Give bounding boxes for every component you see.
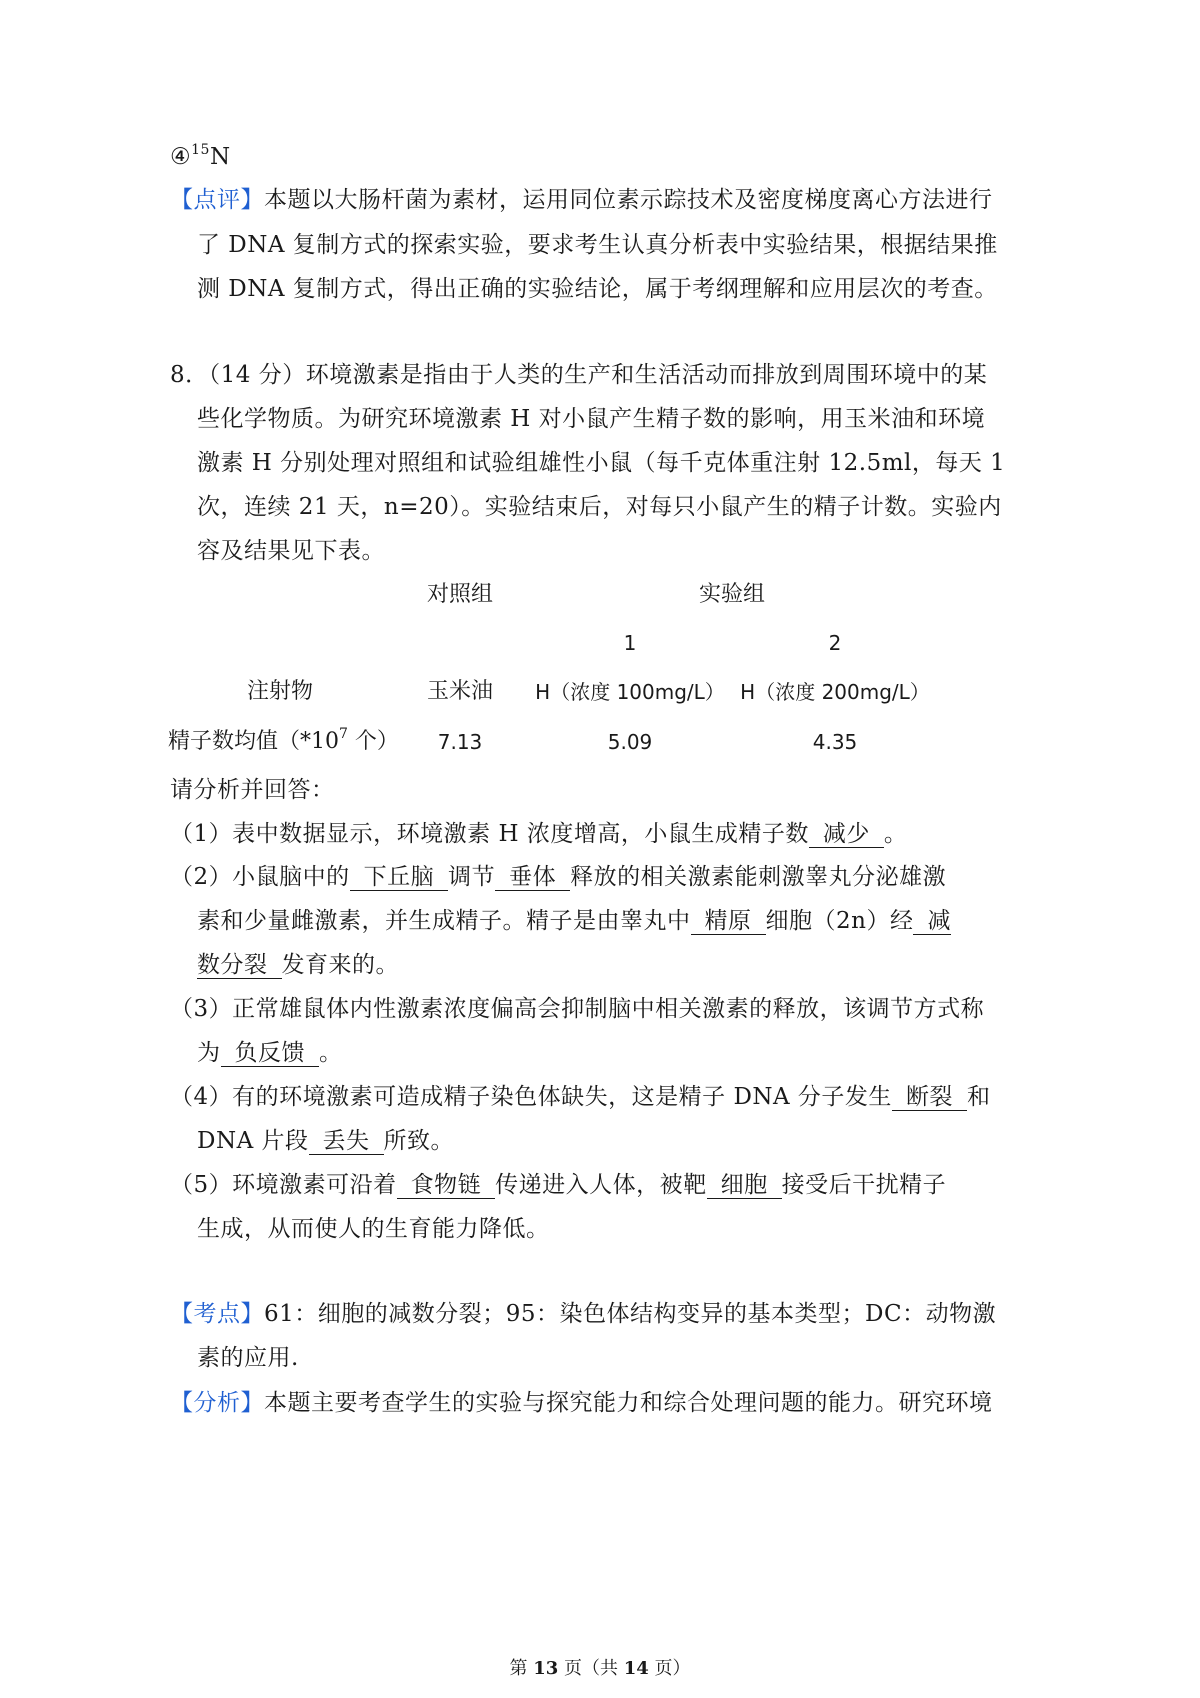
footer-mid: 页（共: [558, 1658, 624, 1679]
answer-2-blank-4b: 数分裂: [197, 952, 282, 979]
answer-4-blank-2: 丢失: [309, 1128, 384, 1155]
answer-5-text-1: （5）环境激素可沿着: [170, 1172, 397, 1198]
answer-4-text-3: DNA 片段: [197, 1128, 309, 1154]
circled-number: ④: [170, 144, 192, 170]
question-8-line-3: 激素 H 分别处理对照组和试验组雄性小鼠（每千克体重注射 12.5ml，每天 1: [197, 450, 1006, 476]
answer-2-text-4: 素和少量雌激素，并生成精子。精子是由睾丸中: [197, 908, 691, 934]
answer-1-blank: 减少: [809, 821, 884, 848]
kaodian-tag: 【考点】: [170, 1301, 264, 1327]
review-tag: 【点评】: [170, 187, 264, 213]
kaodian-text-1: 61：细胞的减数分裂；95：染色体结构变异的基本类型；DC：动物激: [264, 1301, 997, 1327]
row2-label-exponent: 7: [339, 726, 348, 742]
answer-2-line-2: [197, 906, 951, 936]
table-row1-label: 注射物: [246, 679, 313, 704]
answer-4-line-1: [170, 1082, 990, 1112]
answer-2-text-3: 释放的相关激素能刺激睾丸分泌雄激: [570, 864, 947, 890]
table-row2-label: [168, 727, 399, 757]
table-subheader-2: 2: [828, 631, 842, 655]
footer-post: 页）: [648, 1658, 691, 1679]
analysis-line-1: [170, 1388, 993, 1418]
footer-total-pages: 14: [623, 1658, 649, 1679]
answer-3-end: 。: [319, 1040, 343, 1066]
footer-pre: 第: [509, 1658, 534, 1679]
table-header-control: 对照组: [426, 582, 493, 607]
table-row2-group1: 5.09: [607, 730, 653, 754]
answer-5-blank-2: 细胞: [707, 1172, 782, 1199]
question-8-line-2: 些化学物质。为研究环境激素 H 对小鼠产生精子数的影响，用玉米油和环境: [197, 406, 986, 432]
answer-2-text-5: 细胞（2n）经: [765, 908, 914, 934]
answer-1-text: （1）表中数据显示，环境激素 H 浓度增高，小鼠生成精子数: [170, 821, 809, 847]
table-row1-group2: H（浓度 200mg/L）: [740, 680, 930, 704]
answer-2-blank-4a: 减: [913, 908, 951, 935]
element-symbol: N: [209, 144, 231, 170]
answer-2-text-6: 发育来的。: [281, 952, 399, 978]
answer-2-blank-1: 下丘脑: [350, 864, 449, 891]
answer-3-line-2: [197, 1038, 343, 1068]
analyze-prompt: 请分析并回答：: [170, 777, 335, 803]
answer-5-text-2: 传递进入人体，被靶: [495, 1172, 707, 1198]
table-header-experiment: 实验组: [698, 582, 765, 607]
table-row2-control: 7.13: [437, 730, 483, 754]
analysis-text-1: 本题主要考查学生的实验与探究能力和综合处理问题的能力。研究环境: [264, 1390, 993, 1416]
answer-5-blank-1: 食物链: [397, 1172, 496, 1199]
question-8-line-4: 次，连续 21 天，n=20）。实验结束后，对每只小鼠产生的精子计数。实验内: [197, 494, 1002, 520]
review-line-3: 测 DNA 复制方式，得出正确的实验结论，属于考纲理解和应用层次的考查。: [197, 276, 998, 302]
answer-2-line-3: [197, 950, 399, 980]
answer-4-blank-1: 断裂: [892, 1084, 967, 1111]
analysis-tag: 【分析】: [170, 1390, 264, 1416]
table-subheader-1: 1: [623, 631, 637, 655]
row2-label-pre: 精子数均值（*10: [168, 729, 339, 754]
answer-3-text: 为: [197, 1040, 221, 1066]
review-line-1: [170, 185, 993, 215]
answer-3-line-1: （3）正常雄鼠体内性激素浓度偏高会抑制脑中相关激素的释放，该调节方式称: [170, 996, 985, 1022]
answer-2-text-2: 调节: [448, 864, 496, 890]
row2-label-post: 个）: [347, 729, 399, 754]
kaodian-line-2: 素的应用.: [197, 1345, 299, 1371]
answer-1-end: 。: [883, 821, 908, 847]
answer-2-blank-3: 精原: [691, 908, 766, 935]
answer-5-line-2: 生成，从而使人的生育能力降低。: [197, 1216, 550, 1242]
answer-4-line-2: [197, 1126, 454, 1156]
answer-2-line-1: [170, 862, 946, 892]
review-text-1: 本题以大肠杆菌为素材，运用同位素示踪技术及密度梯度离心方法进行: [264, 187, 993, 213]
answer-3-blank: 负反馈: [221, 1040, 320, 1067]
answer-2-text-1: （2）小鼠脑中的: [170, 864, 350, 890]
answer-4-text-2: 和: [966, 1084, 991, 1110]
question-8-line-1: 8．（14 分）环境激素是指由于人类的生产和生活活动而排放到周围环境中的某: [170, 362, 988, 388]
footer-page-number: 13: [533, 1658, 559, 1679]
kaodian-line-1: [170, 1299, 996, 1329]
answer-4-text-1: （4）有的环境激素可造成精子染色体缺失，这是精子 DNA 分子发生: [170, 1084, 892, 1110]
answer-1-line: [170, 819, 907, 849]
answer-5-text-3: 接受后干扰精子: [781, 1172, 947, 1198]
answer-5-line-1: [170, 1170, 946, 1200]
table-row1-group1: H（浓度 100mg/L）: [535, 680, 725, 704]
page-footer: [0, 1657, 1200, 1681]
isotope-mass: 15: [191, 142, 210, 158]
table-row1-control: 玉米油: [426, 679, 493, 704]
answer-4-text-4: 所致。: [383, 1128, 454, 1154]
review-line-2: 了 DNA 复制方式的探索实验，要求考生认真分析表中实验结果，根据结果推: [197, 232, 998, 258]
item-15n: [170, 142, 231, 172]
question-8-line-5: 容及结果见下表。: [197, 538, 385, 564]
answer-2-blank-2: 垂体: [495, 864, 570, 891]
table-row2-group2: 4.35: [812, 730, 858, 754]
